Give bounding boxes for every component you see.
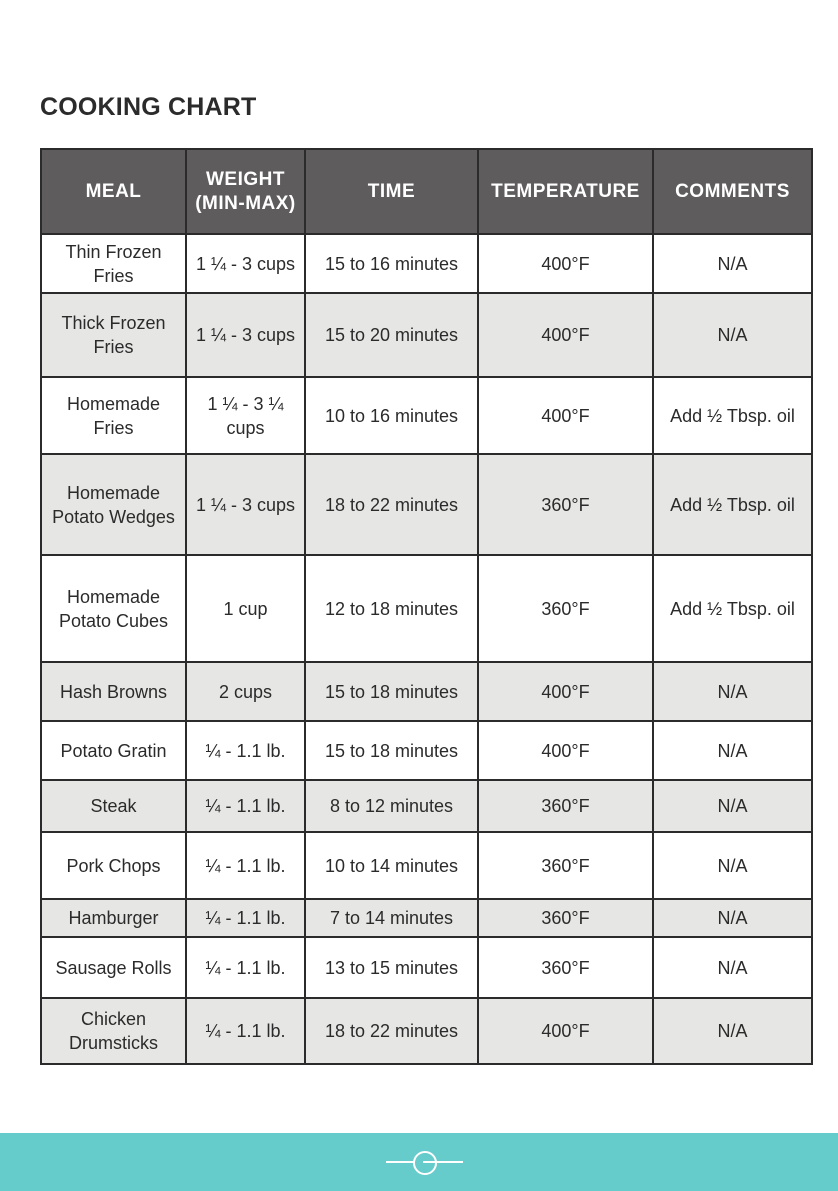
meal-cell: Homemade Potato Wedges xyxy=(41,454,186,555)
header-temperature: TEMPERATURE xyxy=(478,149,653,234)
table-row xyxy=(41,832,812,899)
time-cell: 18 to 22 minutes xyxy=(305,998,478,1064)
header-comments: COMMENTS xyxy=(653,149,812,234)
meal-cell: Hash Browns xyxy=(41,662,186,721)
footer-band xyxy=(0,1133,838,1191)
time-cell: 18 to 22 minutes xyxy=(305,454,478,555)
weight-cell: 1 ¼ - 3 cups xyxy=(186,234,305,293)
table-row xyxy=(41,998,812,1064)
temperature-cell: 360°F xyxy=(478,780,653,832)
table-row xyxy=(41,780,812,832)
time-cell: 12 to 18 minutes xyxy=(305,555,478,662)
comments-cell: Add ½ Tbsp. oil xyxy=(653,454,812,555)
meal-cell: Chicken Drumsticks xyxy=(41,998,186,1064)
weight-cell: ¼ - 1.1 lb. xyxy=(186,780,305,832)
comments-cell: N/A xyxy=(653,721,812,780)
temperature-cell: 400°F xyxy=(478,721,653,780)
comments-cell: N/A xyxy=(653,293,812,377)
meal-cell: Thick Frozen Fries xyxy=(41,293,186,377)
time-cell: 13 to 15 minutes xyxy=(305,937,478,998)
table-row xyxy=(41,899,812,937)
header-time: TIME xyxy=(305,149,478,234)
comments-cell: N/A xyxy=(653,780,812,832)
table-header-row xyxy=(41,149,812,234)
weight-cell: 1 ¼ - 3 ¼ cups xyxy=(186,377,305,454)
table-row xyxy=(41,555,812,662)
weight-cell: 2 cups xyxy=(186,662,305,721)
meal-cell: Steak xyxy=(41,780,186,832)
cooking-chart-table xyxy=(40,148,813,1065)
table-row xyxy=(41,293,812,377)
meal-cell: Homemade Fries xyxy=(41,377,186,454)
temperature-cell: 360°F xyxy=(478,937,653,998)
weight-cell: 1 ¼ - 3 cups xyxy=(186,454,305,555)
weight-cell: ¼ - 1.1 lb. xyxy=(186,899,305,937)
weight-cell: ¼ - 1.1 lb. xyxy=(186,937,305,998)
comments-cell: N/A xyxy=(653,899,812,937)
weight-cell: 1 ¼ - 3 cups xyxy=(186,293,305,377)
temperature-cell: 360°F xyxy=(478,899,653,937)
table-row xyxy=(41,234,812,293)
circle-page-marker-icon xyxy=(413,1151,437,1175)
temperature-cell: 360°F xyxy=(478,832,653,899)
temperature-cell: 400°F xyxy=(478,293,653,377)
meal-cell: Thin Frozen Fries xyxy=(41,234,186,293)
comments-cell: Add ½ Tbsp. oil xyxy=(653,377,812,454)
time-cell: 15 to 18 minutes xyxy=(305,662,478,721)
temperature-cell: 400°F xyxy=(478,234,653,293)
comments-cell: N/A xyxy=(653,937,812,998)
comments-cell: N/A xyxy=(653,998,812,1064)
time-cell: 10 to 14 minutes xyxy=(305,832,478,899)
table-row xyxy=(41,721,812,780)
meal-cell: Homemade Potato Cubes xyxy=(41,555,186,662)
comments-cell: N/A xyxy=(653,662,812,721)
time-cell: 7 to 14 minutes xyxy=(305,899,478,937)
meal-cell: Hamburger xyxy=(41,899,186,937)
time-cell: 15 to 18 minutes xyxy=(305,721,478,780)
time-cell: 15 to 20 minutes xyxy=(305,293,478,377)
temperature-cell: 400°F xyxy=(478,998,653,1064)
meal-cell: Sausage Rolls xyxy=(41,937,186,998)
weight-cell: 1 cup xyxy=(186,555,305,662)
time-cell: 10 to 16 minutes xyxy=(305,377,478,454)
weight-cell: ¼ - 1.1 lb. xyxy=(186,998,305,1064)
header-weight: WEIGHT (MIN-MAX) xyxy=(186,149,305,234)
temperature-cell: 400°F xyxy=(478,662,653,721)
time-cell: 8 to 12 minutes xyxy=(305,780,478,832)
table-row xyxy=(41,377,812,454)
comments-cell: N/A xyxy=(653,234,812,293)
table-row xyxy=(41,937,812,998)
meal-cell: Potato Gratin xyxy=(41,721,186,780)
weight-cell: ¼ - 1.1 lb. xyxy=(186,832,305,899)
footer-divider-right xyxy=(423,1161,463,1163)
weight-cell: ¼ - 1.1 lb. xyxy=(186,721,305,780)
temperature-cell: 360°F xyxy=(478,454,653,555)
table-row xyxy=(41,662,812,721)
temperature-cell: 360°F xyxy=(478,555,653,662)
comments-cell: Add ½ Tbsp. oil xyxy=(653,555,812,662)
temperature-cell: 400°F xyxy=(478,377,653,454)
table-row xyxy=(41,454,812,555)
page-title: COOKING CHART xyxy=(40,93,257,121)
header-meal: MEAL xyxy=(41,149,186,234)
time-cell: 15 to 16 minutes xyxy=(305,234,478,293)
meal-cell: Pork Chops xyxy=(41,832,186,899)
comments-cell: N/A xyxy=(653,832,812,899)
